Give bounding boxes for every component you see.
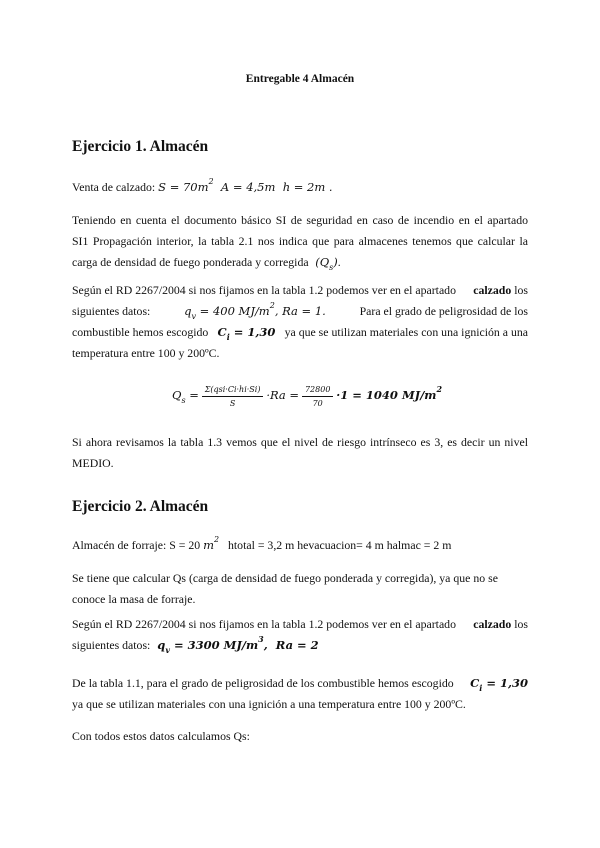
ex1-p2-line-1-text: Según el RD 2267/2004 si nos fijamos en la tabla 1.2 podemos ver en el apartado [72,283,456,297]
ex2-forraje-line [72,535,451,556]
ex1-p1-line-2: SI1 Propagación interior, la tabla 2.1 nos indica que para almacenes tenemos que calcular la [72,234,528,248]
ex2-keyword-calzado: calzado [473,617,512,631]
ex2-p2-line-1-text: Según el RD 2267/2004 si nos fijamos en la tabla 1.2 podemos ver en el apartado [72,617,456,631]
ex2-p2-line-1 [72,614,528,635]
ex1-ci-value: $C_i = 1,30$ [217,325,276,342]
ex2-ci-value: $C_i = 1,30$ [470,676,528,693]
ex1-qs-formula [172,385,442,408]
ex2-paragraph-1 [72,568,528,610]
ex2-paragraph-3 [72,673,528,715]
ex2-p3-line-2: ya que se utilizan materiales con una ignición a una temperatura entre 100 y 200ºC. [72,697,466,711]
ex2-p3-line-1-text: De la tabla 1.1, para el grado de peligrosidad de los combustible hemos escogido [72,676,454,690]
ex1-qs-symbol: $(Q_s)$ [311,255,338,272]
ex1-p1-line-3-text: carga de densidad de fuego ponderada y corregida [72,255,309,269]
ex2-paragraph-4: Con todos estos datos calculamos Qs: [72,729,250,743]
ex2-p2-line-1-end: los [514,617,528,631]
ex1-p1-line-3: carga de densidad de fuego ponderada y corregida $(Q_s)$. [72,255,341,272]
formula-numerator-1: Σ(qsi·Ci·hi·Si) [202,385,264,397]
ex1-p2-line-2-end: Para el grado de peligrosidad de los [359,304,528,318]
ex1-p2-line-1-end: los [514,283,528,297]
ex2-paragraph-2 [72,614,528,656]
formula-denominator-1: S [229,399,236,408]
formula-lhs: $Q_s$ = [172,388,199,406]
formula-fraction-2 [302,385,333,408]
ex2-heights: htotal = 3,2 m hevacuacion= 4 m halmac = 2 m [228,538,452,552]
ex2-p1-line-2: conoce la masa de forraje. [72,592,196,606]
ex2-area-unit: $m^2$ [203,535,220,552]
ex1-venta-line [72,177,333,198]
exercise-2-heading: Ejercicio 2. Almacén [72,498,209,515]
ex1-venta-label: Venta de calzado: [72,180,156,194]
ex1-p2-line-4: temperatura entre 100 y 200ºC. [72,346,220,360]
ex1-paragraph-1 [72,210,528,273]
ex1-paragraph-2 [72,280,528,364]
ex1-p2-line-3-end: ya que se utilizan materiales con una ignición a una [284,325,528,339]
ex1-p2-line-3 [72,322,528,343]
ex1-paragraph-3 [72,432,528,474]
ex2-qv-formula: $q_v = 3300$ $MJ/m^3$, Ra = 2 [153,634,319,655]
ex1-p1-line-1: Teniendo en cuenta el documento básico SI de seguridad en caso de incendio en el apartado [72,213,528,227]
ex1-p2-line-2 [72,301,528,322]
document-title: Entregable 4 Almacén [245,73,355,85]
ex1-p2-line-3-text: combustible hemos escogido [72,325,209,339]
formula-numerator-2: 72800 [302,385,333,397]
ex2-p3-line-1 [72,673,528,694]
ex1-keyword-calzado: calzado [473,283,512,297]
ex1-p2-line-1 [72,280,528,301]
formula-result: ·1 = 1040 $MJ/m^2$ [336,384,443,403]
formula-fraction-1 [202,385,264,408]
ex1-p3-line-1: Si ahora revisamos la tabla 1.3 vemos que el nivel de riesgo intrínseco es 3, es decir un nivel [72,435,528,449]
ex1-p3-line-2: MEDIO. [72,456,114,470]
formula-mid: ·Ra = [266,388,300,403]
ex1-qv-formula: $q_v = 400$ $MJ/m^2$, Ra = 1. [184,301,326,321]
ex2-p1-line-1: Se tiene que calcular Qs (carga de densidad de fuego ponderada y corregida), ya que no se [72,571,498,585]
ex2-forraje-label: Almacén de forraje: S = 20 [72,538,201,552]
ex2-p2-line-2-text: siguientes datos: [72,638,151,652]
ex1-venta-formula: $S = 70m^2$ A = 4,5m h = 2m . [158,177,333,194]
exercise-1-heading: Ejercicio 1. Almacén [72,138,209,155]
ex2-p2-line-2 [72,635,528,656]
ex1-p2-line-2-text: siguientes datos: [72,304,151,318]
formula-denominator-2: 70 [312,399,323,408]
